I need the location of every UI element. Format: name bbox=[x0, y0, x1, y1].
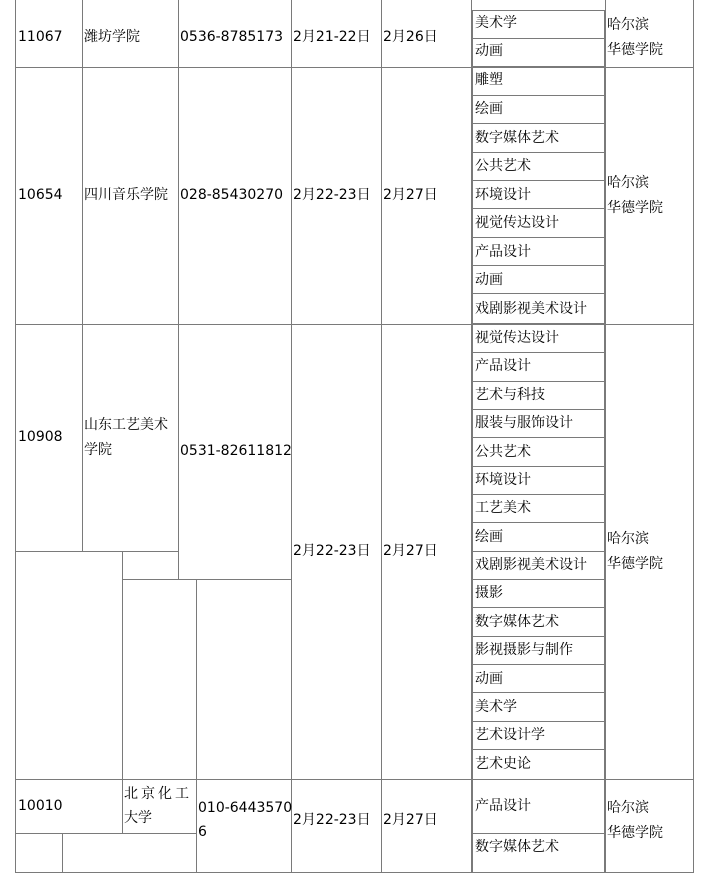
table-cell bbox=[196, 579, 292, 780]
major-name: 艺术设计学 bbox=[475, 727, 545, 743]
school-name: 大学 bbox=[124, 810, 152, 826]
major-name: 数字媒体艺术 bbox=[475, 130, 559, 146]
table-cell bbox=[122, 551, 179, 580]
major-name: 产品设计 bbox=[475, 798, 531, 814]
result-date: 2月27日 bbox=[383, 812, 438, 828]
exam-site: 哈尔滨 bbox=[607, 17, 649, 33]
phone-number: 010-6443570 bbox=[198, 800, 293, 816]
exam-site: 哈尔滨 bbox=[607, 800, 649, 816]
phone-number: 028-85430270 bbox=[180, 187, 284, 203]
result-date: 2月26日 bbox=[383, 29, 438, 45]
table-cell bbox=[15, 551, 123, 780]
exam-site: 华德学院 bbox=[607, 825, 663, 841]
major-name: 雕塑 bbox=[475, 72, 503, 88]
major-name: 动画 bbox=[475, 43, 503, 59]
exam-dates: 2月22-23日 bbox=[293, 812, 371, 828]
major-name: 数字媒体艺术 bbox=[475, 839, 559, 855]
major-name: 美术学 bbox=[475, 699, 517, 715]
major-name: 产品设计 bbox=[475, 244, 531, 260]
major-name: 戏剧影视美术设计 bbox=[475, 301, 587, 317]
school-name: 学院 bbox=[84, 442, 112, 458]
school-code: 10908 bbox=[18, 429, 63, 445]
table-cell bbox=[196, 779, 292, 873]
school-code: 11067 bbox=[18, 29, 63, 45]
major-name: 摄影 bbox=[475, 585, 503, 601]
major-name: 美术学 bbox=[475, 15, 517, 31]
school-name: 潍坊学院 bbox=[84, 29, 140, 45]
major-name: 视觉传达设计 bbox=[475, 330, 559, 346]
table-cell bbox=[62, 833, 197, 873]
result-date: 2月27日 bbox=[383, 187, 438, 203]
school-name: 北京化工 bbox=[124, 786, 192, 802]
table-cell bbox=[82, 324, 179, 552]
school-name: 四川音乐学院 bbox=[84, 187, 168, 203]
major-name: 动画 bbox=[475, 272, 503, 288]
exam-site: 华德学院 bbox=[607, 556, 663, 572]
major-name: 公共艺术 bbox=[475, 444, 531, 460]
phone-number: 0536-8785173 bbox=[180, 29, 284, 45]
major-name: 影视摄影与制作 bbox=[475, 642, 573, 658]
school-code: 10654 bbox=[18, 187, 63, 203]
result-date: 2月27日 bbox=[383, 543, 438, 559]
table-cell bbox=[605, 67, 694, 325]
phone-number: 6 bbox=[198, 824, 207, 840]
major-name: 艺术与科技 bbox=[475, 387, 545, 403]
phone-number: 0531-82611812 bbox=[180, 443, 292, 459]
major-name: 公共艺术 bbox=[475, 158, 531, 174]
exam-site: 华德学院 bbox=[607, 42, 663, 58]
table-cell bbox=[15, 833, 63, 873]
major-name: 动画 bbox=[475, 671, 503, 687]
major-name: 环境设计 bbox=[475, 472, 531, 488]
major-name: 工艺美术 bbox=[475, 500, 531, 516]
major-name: 绘画 bbox=[475, 101, 503, 117]
school-code: 10010 bbox=[18, 798, 63, 814]
school-name: 山东工艺美术 bbox=[84, 417, 168, 433]
exam-site: 哈尔滨 bbox=[607, 175, 649, 191]
table-cell bbox=[122, 579, 197, 780]
major-name: 数字媒体艺术 bbox=[475, 614, 559, 630]
major-name: 视觉传达设计 bbox=[475, 215, 559, 231]
exam-dates: 2月22-23日 bbox=[293, 187, 371, 203]
major-name: 产品设计 bbox=[475, 358, 531, 374]
exam-dates: 2月22-23日 bbox=[293, 543, 371, 559]
exam-site: 哈尔滨 bbox=[607, 531, 649, 547]
major-name: 绘画 bbox=[475, 529, 503, 545]
table-cell bbox=[605, 324, 694, 780]
exam-dates: 2月21-22日 bbox=[293, 29, 371, 45]
major-name: 服装与服饰设计 bbox=[475, 415, 573, 431]
major-name: 环境设计 bbox=[475, 187, 531, 203]
major-name: 艺术史论 bbox=[475, 756, 531, 772]
exam-site: 华德学院 bbox=[607, 200, 663, 216]
major-name: 戏剧影视美术设计 bbox=[475, 557, 587, 573]
